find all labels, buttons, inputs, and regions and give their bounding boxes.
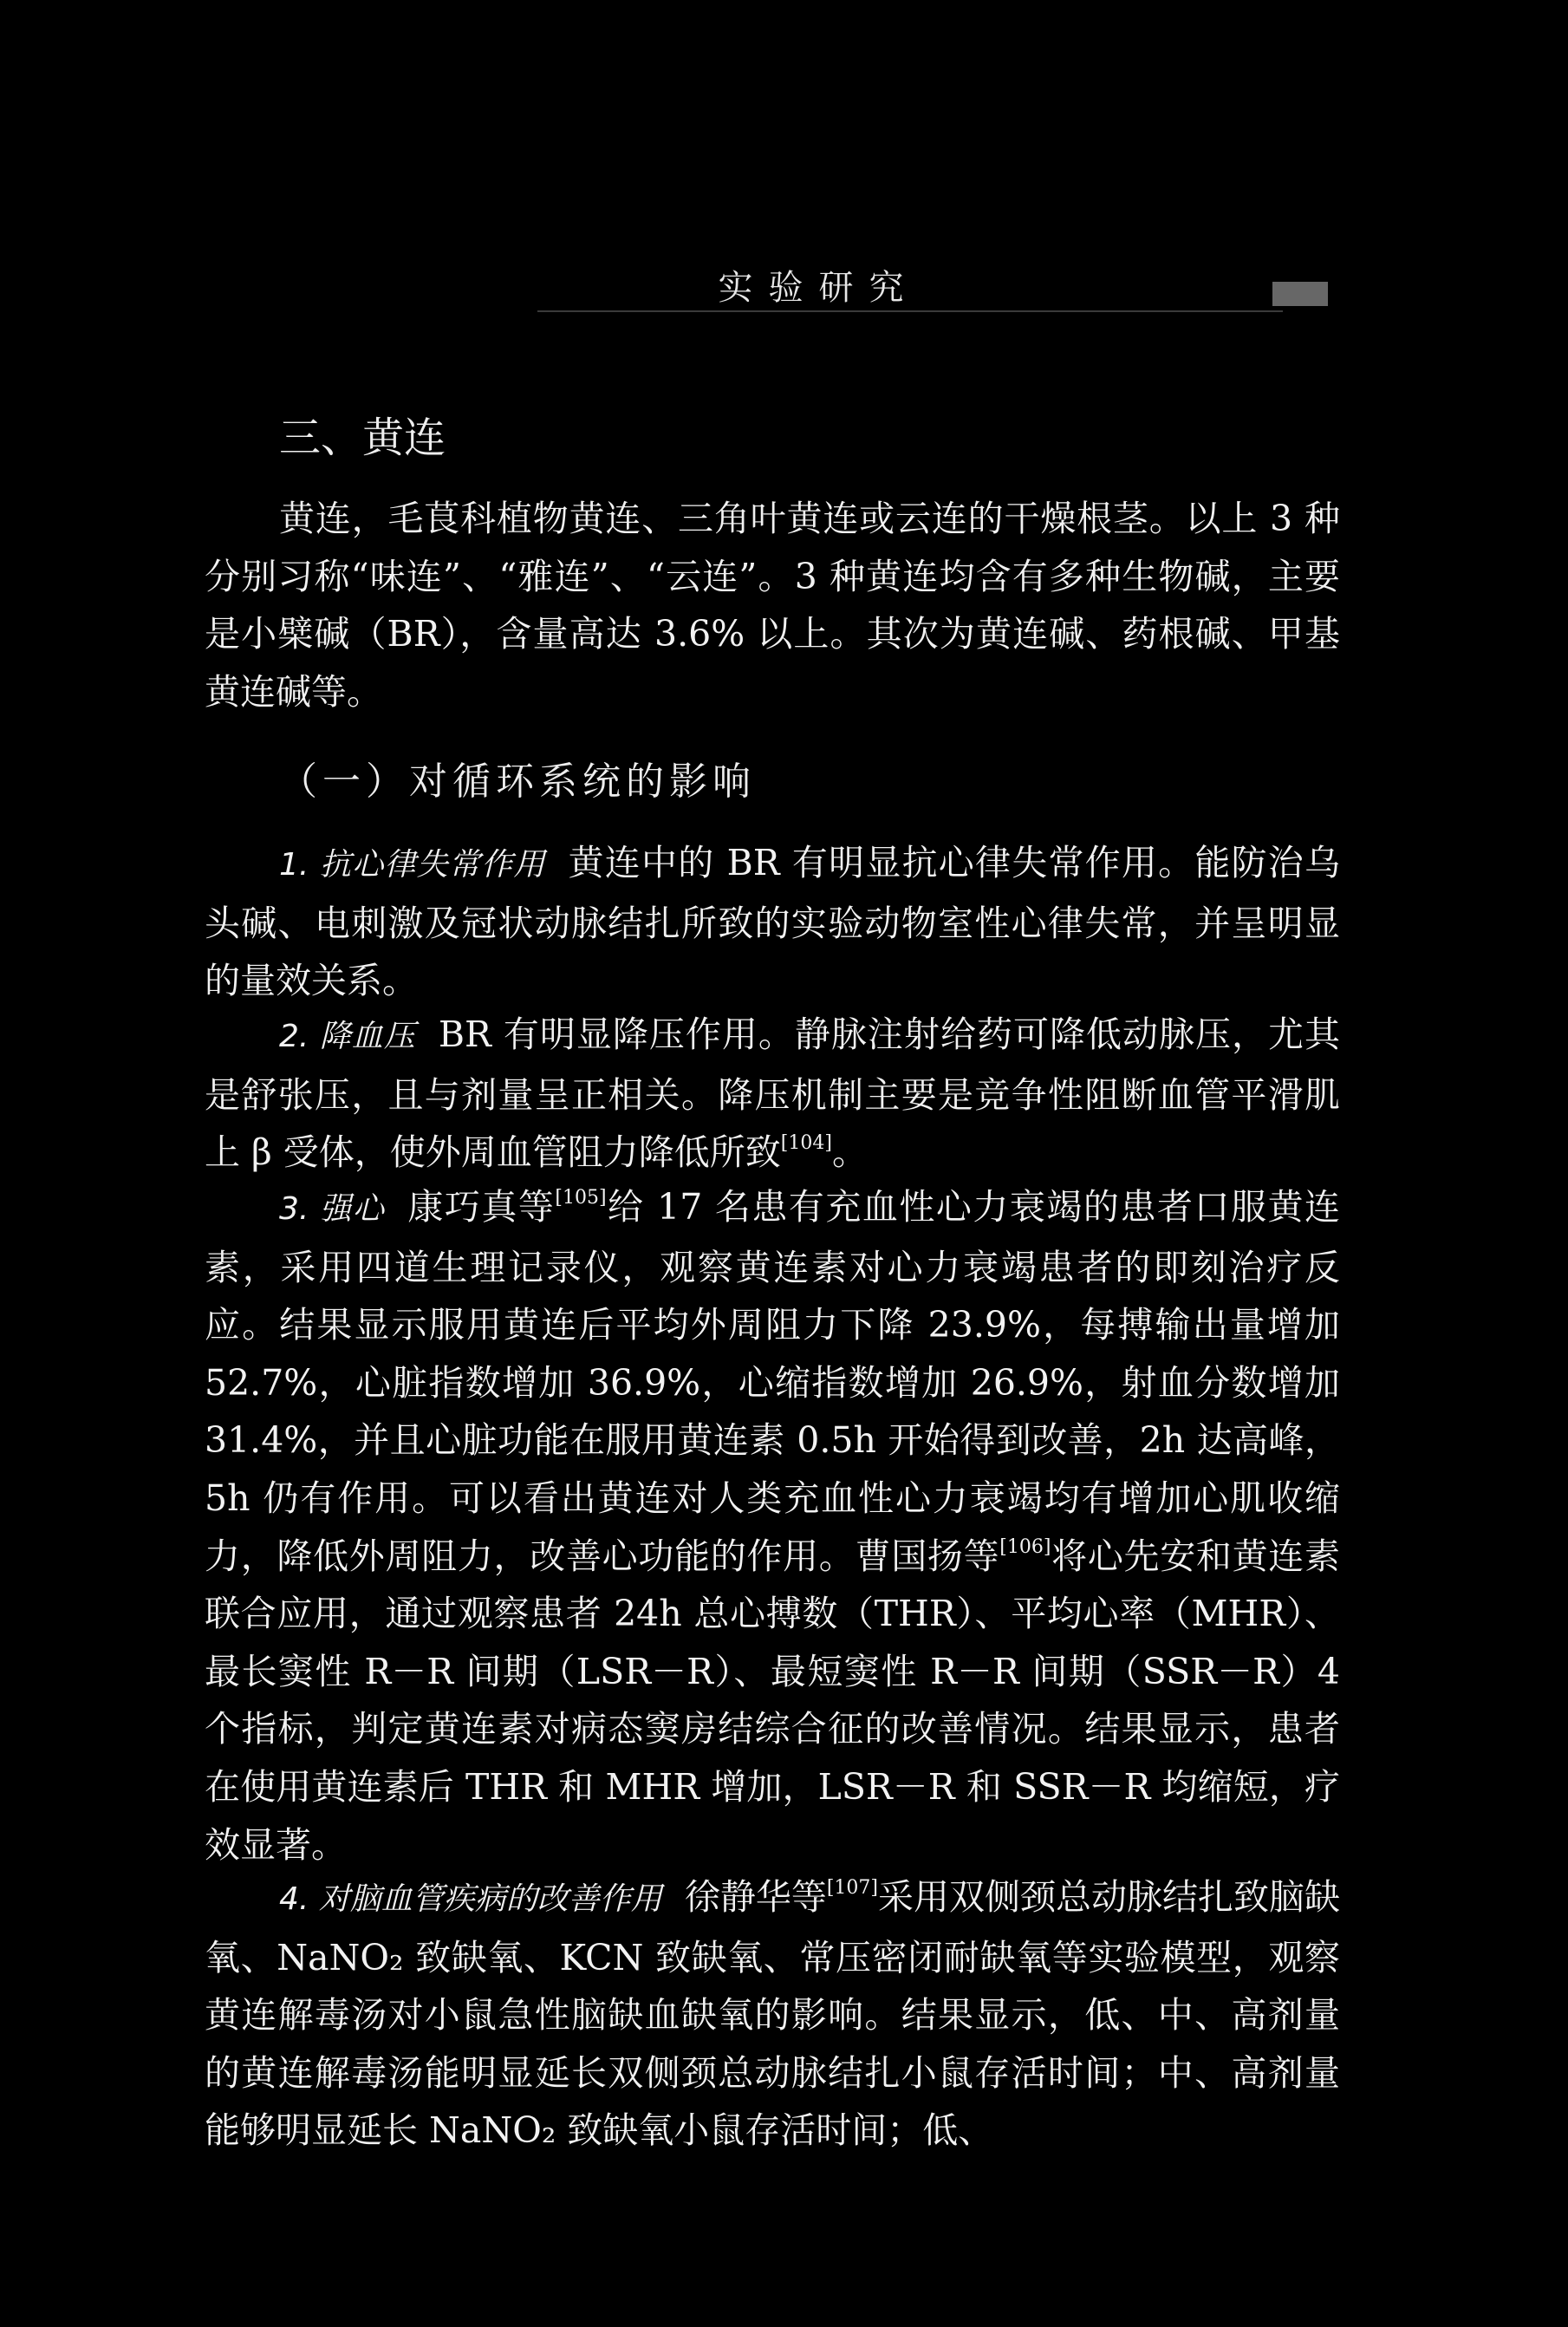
section-heading: 三、黄连	[279, 414, 446, 462]
paragraph-text: 黄连中的 BR 有明显抗心律失常作用。能防治乌头碱、电刺激及冠状动脉结扎所致的实验动物室性心律失常，并呈明显的量效关系。	[205, 842, 1340, 1002]
citation-ref: [107]	[826, 1877, 878, 1899]
paragraph-text: 将心先安和黄连素联合应用，通过观察患者 24h 总心搏数（THR）、平均心率（MHR）、最长窦性 R－R 间期（LSR－R）、最短窦性 R－R 间期（SSR－R）4 个指标，判定黄连素对病态窦房结综合征的改善情况。结果显示，患者在使用黄连素后 THR 和 MHR 增加，LSR－R 和 SSR－R 均缩短，疗效显著。	[205, 1535, 1341, 1866]
paragraph-text: 。	[831, 1131, 868, 1174]
running-header: 实验研究	[718, 268, 920, 308]
header-rule	[537, 310, 1283, 312]
paragraph-text: 给 17 名患有充血性心力衰竭的患者口服黄连素，采用四道生理记录仪，观察黄连素对心力衰竭患者的即刻治疗反应。结果显示服用黄连后平均外周阻力下降 23.9%，每搏输出量增加 52.7%，心脏指数增加 36.9%，心缩指数增加 26.9%，射血分数增加 31.4%，并且心脏功能在服用黄连素 0.5h 开始得到改善，2h 达高峰，5h 仍有作用。可以看出黄连对人类充血性心力衰竭均有增加心肌收缩力，降低外周阻力，改善心功能的作用。曹国扬等	[205, 1186, 1341, 1577]
paragraph-hypotensive	[205, 1006, 1340, 1182]
paragraph-cardiotonic	[205, 1178, 1340, 1874]
paragraph-lead: 4. 对脑血管疾病的改善作用	[279, 1881, 662, 1917]
paragraph-text: 徐静华等	[684, 1876, 827, 1918]
paragraph-antiarrhythmic	[205, 834, 1340, 1010]
subsection-heading: （一）对循环系统的影响	[279, 759, 756, 804]
paragraph-lead: 1. 抗心律失常作用	[279, 847, 546, 883]
corner-stamp-mark	[1272, 282, 1328, 306]
citation-ref: [104]	[780, 1132, 832, 1155]
paragraph-lead: 3. 强心	[279, 1191, 386, 1227]
intro-paragraph: 黄连，毛茛科植物黄连、三角叶黄连或云连的干燥根茎。以上 3 种分别习称“味连”、“雅连”、“云连”。3 种黄连均含有多种生物碱，主要是小檗碱（BR），含量高达 3.6% 以上。其次为黄连碱、药根碱、甲基黄连碱等。	[205, 498, 1340, 713]
paragraph-text: 康巧真等	[407, 1186, 556, 1228]
citation-ref: [106]	[999, 1535, 1051, 1558]
paragraph-lead: 2. 降血压	[279, 1019, 416, 1054]
paragraph-text: 采用双侧颈总动脉结扎致脑缺氧、NaNO₂ 致缺氧、KCN 致缺氧、常压密闭耐缺氧等实验模型，观察黄连解毒汤对小鼠急性脑缺血缺氧的影响。结果显示，低、中、高剂量的黄连解毒汤能明显延长双侧颈总动脉结扎小鼠存活时间；中、高剂量能够明显延长 NaNO₂ 致缺氧小鼠存活时间；低、	[205, 1876, 1341, 2152]
paragraph-text: BR 有明显降压作用。静脉注射给药可降低动脉压，尤其是舒张压，且与剂量呈正相关。降压机制主要是竞争性阻断血管平滑肌上 β 受体，使外周血管阻力降低所致	[205, 1014, 1341, 1174]
paragraph-cerebrovascular	[205, 1868, 1340, 2160]
citation-ref: [105]	[555, 1187, 607, 1209]
